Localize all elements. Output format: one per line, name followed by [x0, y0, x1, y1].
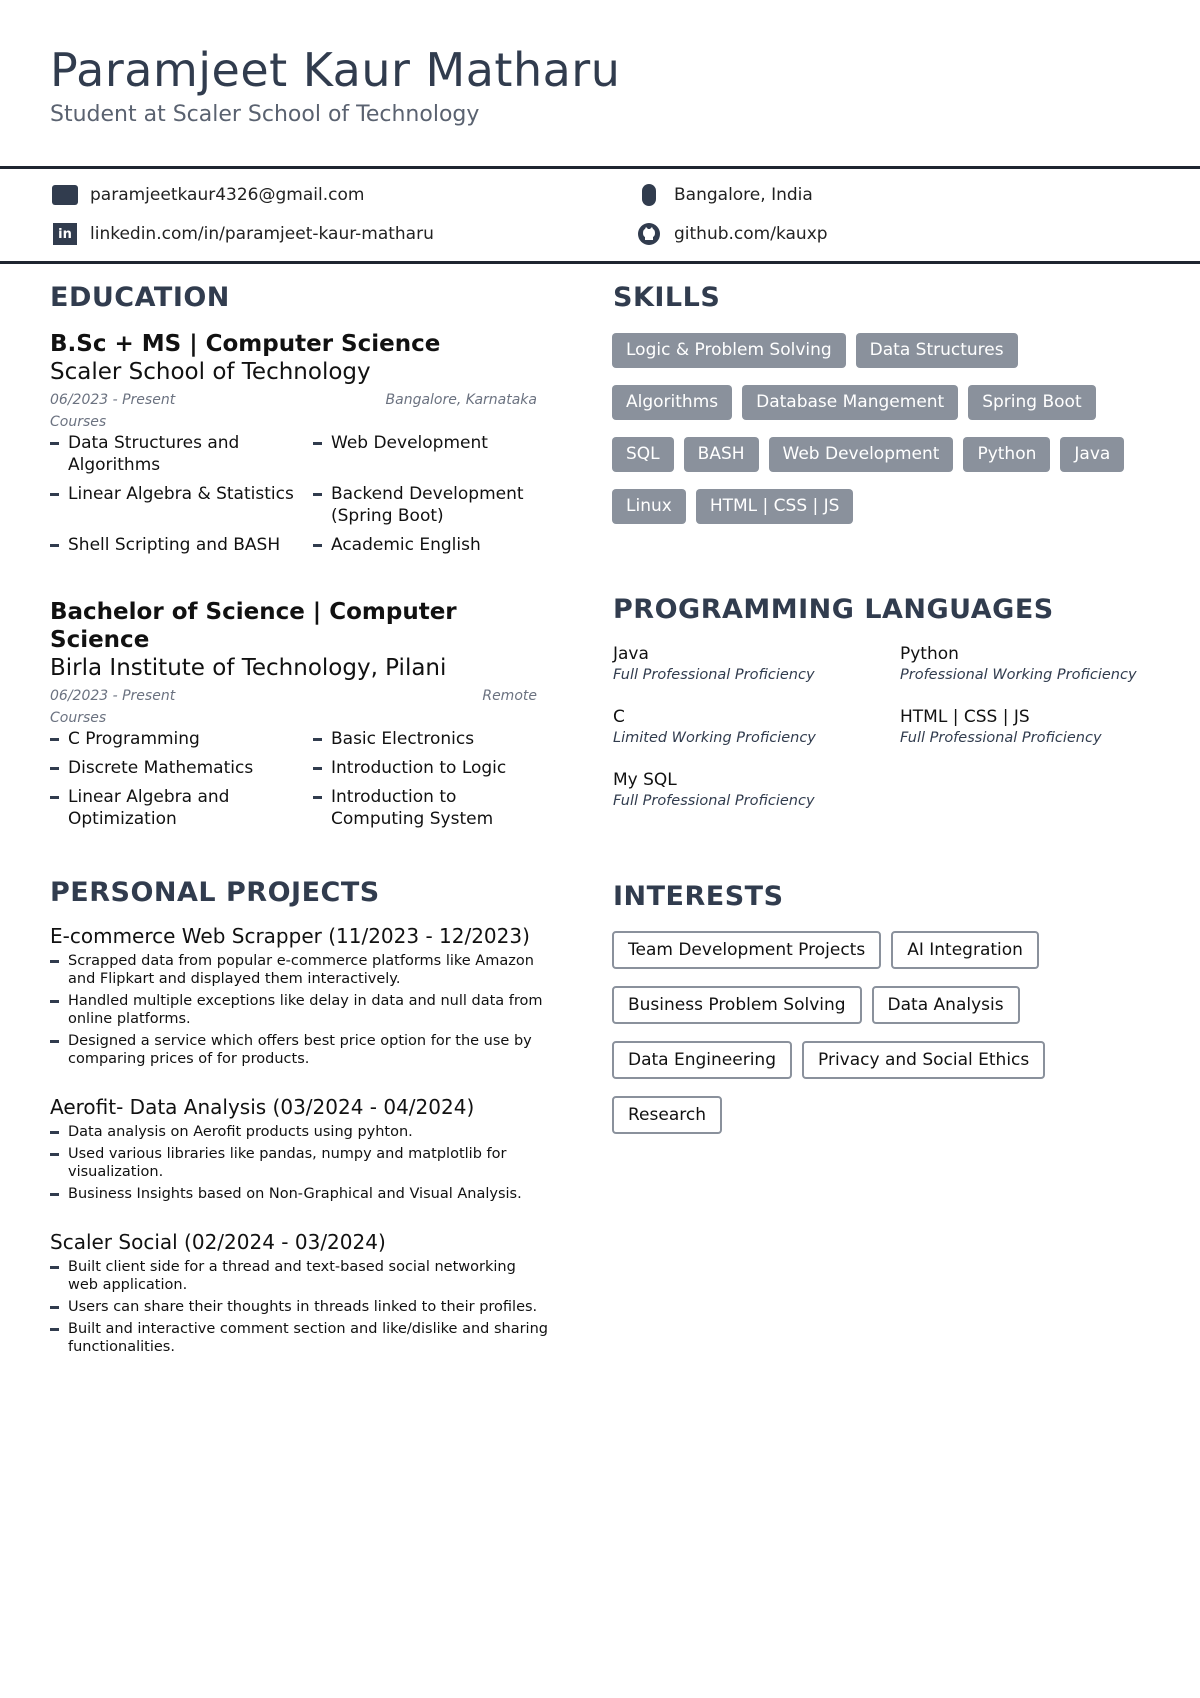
course-item: Academic English — [313, 534, 537, 556]
project-bullet: Designed a service which offers best price option for the use by comparing prices of for products. — [50, 1032, 550, 1068]
project-bullet: Users can share their thoughts in threads linked to their profiles. — [50, 1298, 550, 1316]
github-icon — [636, 223, 662, 245]
course-list — [50, 432, 537, 556]
course-item: Data Structures and Algorithms — [50, 432, 313, 476]
courses-label: Courses — [50, 710, 107, 726]
course-item: Linear Algebra & Statistics — [50, 483, 313, 527]
candidate-headline: Student at Scaler School of Technology — [50, 102, 480, 127]
language-item — [613, 643, 900, 685]
course-item: C Programming — [50, 728, 313, 750]
project-bullet: Scrapped data from popular e-commerce platforms like Amazon and Flipkart and displayed them interactively. — [50, 952, 550, 988]
education-entry-1 — [50, 330, 537, 556]
skill-tag: Python — [963, 437, 1050, 472]
location-pin-icon — [636, 184, 662, 206]
interest-tag: Data Analysis — [872, 986, 1020, 1024]
interest-tag: Business Problem Solving — [612, 986, 862, 1024]
project-bullet: Business Insights based on Non-Graphical and Visual Analysis. — [50, 1185, 550, 1203]
course-item: Discrete Mathematics — [50, 757, 313, 779]
education-meta — [50, 688, 537, 704]
interest-tag: Data Engineering — [612, 1041, 792, 1079]
language-name: Java — [613, 644, 649, 664]
course-item: Linear Algebra and Optimization — [50, 786, 313, 830]
skill-tag: Database Mangement — [742, 385, 958, 420]
language-item — [900, 643, 1160, 685]
skill-tag: Web Development — [769, 437, 954, 472]
language-item — [613, 706, 900, 748]
contact-github[interactable] — [636, 222, 828, 246]
github-text[interactable]: github.com/kauxp — [674, 224, 828, 244]
interest-tag: Research — [612, 1096, 722, 1134]
project-title: E-commerce Web Scrapper (11/2023 - 12/2023) — [50, 924, 530, 948]
course-item: Basic Electronics — [313, 728, 537, 750]
course-item: Introduction to Logic — [313, 757, 537, 779]
contact-email[interactable] — [52, 183, 364, 207]
email-text[interactable]: paramjeetkaur4326@gmail.com — [90, 185, 365, 205]
languages-list — [613, 643, 1160, 811]
skills-list — [612, 333, 1172, 541]
project-title: Aerofit- Data Analysis (03/2024 - 04/2024) — [50, 1095, 475, 1119]
education-meta — [50, 392, 537, 408]
project-bullet: Used various libraries like pandas, numpy and matplotlib for visualization. — [50, 1145, 550, 1181]
education-dates: 06/2023 - Present — [50, 688, 176, 704]
language-name: My SQL — [613, 770, 677, 790]
language-item — [900, 706, 1160, 748]
resume-header — [50, 40, 620, 130]
skill-tag: Data Structures — [856, 333, 1018, 368]
skill-tag: Java — [1060, 437, 1124, 472]
project-entry-3 — [50, 1230, 550, 1356]
interest-tag: Privacy and Social Ethics — [802, 1041, 1045, 1079]
skill-tag: SQL — [612, 437, 674, 472]
courses-label: Courses — [50, 414, 107, 430]
contact-linkedin[interactable] — [52, 222, 434, 246]
envelope-icon — [52, 184, 78, 206]
candidate-name: Paramjeet Kaur Matharu — [50, 43, 621, 97]
skill-tag: HTML | CSS | JS — [696, 489, 854, 524]
language-level: Full Professional Proficiency — [613, 667, 815, 683]
skill-tag: Linux — [612, 489, 686, 524]
project-bullet: Data analysis on Aerofit products using pyhton. — [50, 1123, 550, 1141]
language-level: Professional Working Proficiency — [900, 667, 1137, 683]
languages-heading: PROGRAMMING LANGUAGES — [613, 594, 1054, 625]
language-level: Limited Working Proficiency — [613, 730, 816, 746]
project-title: Scaler Social (02/2024 - 03/2024) — [50, 1230, 386, 1254]
school-name: Birla Institute of Technology, Pilani — [50, 655, 447, 681]
language-name: C — [613, 707, 625, 727]
contact-location — [636, 183, 813, 207]
linkedin-icon: in — [52, 223, 78, 245]
contact-bar — [0, 166, 1200, 264]
skills-heading: SKILLS — [613, 282, 721, 313]
language-level: Full Professional Proficiency — [900, 730, 1102, 746]
project-entry-1 — [50, 924, 550, 1068]
course-item: Introduction to Computing System — [313, 786, 537, 830]
course-item: Shell Scripting and BASH — [50, 534, 313, 556]
interests-list — [612, 931, 1172, 1151]
education-location: Bangalore, Karnataka — [385, 392, 537, 408]
course-item: Web Development — [313, 432, 537, 476]
location-text: Bangalore, India — [674, 185, 813, 205]
linkedin-text[interactable]: linkedin.com/in/paramjeet-kaur-matharu — [90, 224, 434, 244]
course-item: Backend Development (Spring Boot) — [313, 483, 537, 527]
skill-tag: BASH — [684, 437, 759, 472]
course-list — [50, 728, 537, 830]
interest-tag: Team Development Projects — [612, 931, 881, 969]
education-location: Remote — [482, 688, 537, 704]
project-bullet: Built and interactive comment section and like/dislike and sharing functionalities. — [50, 1320, 550, 1356]
education-heading: EDUCATION — [50, 282, 230, 313]
skill-tag: Logic & Problem Solving — [612, 333, 846, 368]
interest-tag: AI Integration — [891, 931, 1039, 969]
project-bullet: Built client side for a thread and text-based social networking web application. — [50, 1258, 550, 1294]
language-item — [613, 769, 900, 811]
degree-title: B.Sc + MS | Computer Science — [50, 331, 441, 357]
education-dates: 06/2023 - Present — [50, 392, 176, 408]
language-name: Python — [900, 644, 959, 664]
education-entry-2 — [50, 598, 537, 830]
projects-heading: PERSONAL PROJECTS — [50, 877, 380, 908]
skill-tag: Spring Boot — [968, 385, 1095, 420]
project-entry-2 — [50, 1095, 550, 1203]
language-level: Full Professional Proficiency — [613, 793, 815, 809]
language-name: HTML | CSS | JS — [900, 707, 1030, 727]
degree-title: Bachelor of Science | Computer Science — [50, 599, 457, 653]
skill-tag: Algorithms — [612, 385, 732, 420]
school-name: Scaler School of Technology — [50, 359, 371, 385]
interests-heading: INTERESTS — [613, 881, 784, 912]
project-bullet: Handled multiple exceptions like delay in data and null data from online platforms. — [50, 992, 550, 1028]
